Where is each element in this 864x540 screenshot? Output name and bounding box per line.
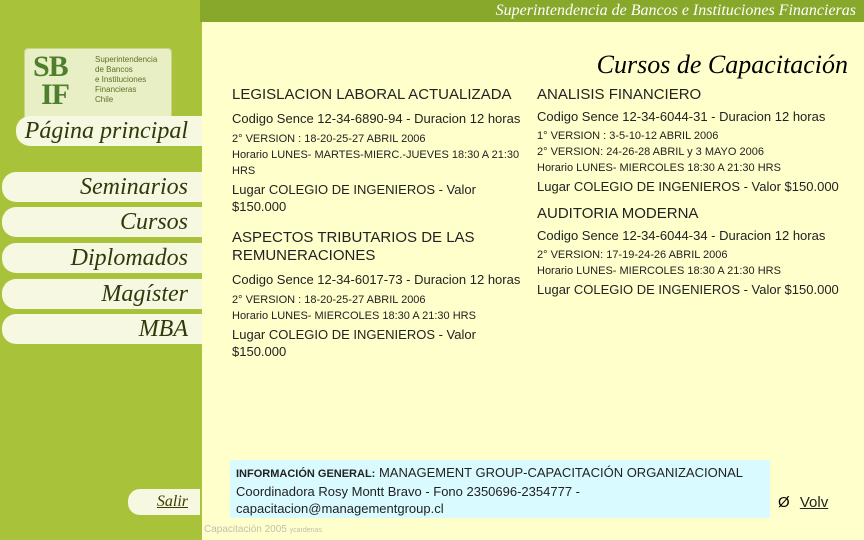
footer-text: Capacitación 2005 xyxy=(204,524,287,535)
footer-author: ycardenas xyxy=(289,527,322,534)
course-title: ASPECTOS TRIBUTARIOS DE LAS REMUNERACIONES xyxy=(232,229,475,264)
course-list-left xyxy=(232,86,522,364)
footer xyxy=(204,524,322,535)
course-codigo: Codigo Sence 12-34-6017-73 - Duracion 12 horas xyxy=(232,272,521,287)
sidebar-item-magister[interactable]: Magíster xyxy=(2,279,202,309)
course-codigo: Codigo Sence 12-34-6044-34 - Duracion 12 horas xyxy=(537,228,826,243)
arrow-icon: Ø xyxy=(778,494,790,511)
course-version: 2° VERSION : 18-20-25-27 ABRIL 2006 xyxy=(232,294,426,306)
course-title: LEGISLACION LABORAL ACTUALIZADA xyxy=(232,86,512,103)
course-horario: Horario LUNES- MIERCOLES 18:30 A 21:30 HRS xyxy=(537,265,781,277)
course-lugar: Lugar COLEGIO DE INGENIEROS - Valor $150.000 xyxy=(232,327,476,359)
course-legislacion xyxy=(232,86,522,215)
course-codigo: Codigo Sence 12-34-6044-31 - Duracion 12 horas xyxy=(537,109,826,124)
course-title: AUDITORIA MODERNA xyxy=(537,205,699,222)
course-horario: Horario LUNES- MARTES-MIERC.-JUEVES 18:30 A 21:30 HRS xyxy=(232,149,520,177)
course-codigo: Codigo Sence 12-34-6890-94 - Duracion 12 horas xyxy=(232,111,521,126)
volver-link[interactable] xyxy=(778,494,828,511)
course-title: ANALISIS FINANCIERO xyxy=(537,86,702,103)
header-left-strip xyxy=(0,0,200,22)
course-lugar: Lugar COLEGIO DE INGENIEROS - Valor $150.000 xyxy=(537,179,839,194)
course-version2: 2° VERSION: 24-26-28 ABRIL y 3 MAYO 2006 xyxy=(537,146,764,158)
course-version: 2° VERSION : 18-20-25-27 ABRIL 2006 xyxy=(232,133,426,145)
course-list-right xyxy=(537,86,855,302)
logo-text-line: Financieras xyxy=(95,85,137,94)
salir-link[interactable]: Salir xyxy=(128,489,200,515)
sidebar-item-seminarios[interactable]: Seminarios xyxy=(2,172,202,202)
logo-mark-line2: IF xyxy=(41,78,69,111)
volver-label[interactable]: Volv xyxy=(799,494,829,511)
logo-mark-line1: SB xyxy=(33,50,68,83)
sidebar-item-cursos[interactable]: Cursos xyxy=(2,207,202,237)
logo-text-line: e Instituciones xyxy=(95,75,147,84)
logo-text xyxy=(95,55,157,105)
logo-text-line: Superintendencia xyxy=(95,55,158,64)
sidebar xyxy=(0,22,202,540)
course-analisis xyxy=(537,86,855,195)
course-tributarios xyxy=(232,229,522,360)
course-version: 2° VERSION: 17-19-24-26 ABRIL 2006 xyxy=(537,249,728,261)
course-lugar: Lugar COLEGIO DE INGENIEROS - Valor $150.000 xyxy=(537,282,839,297)
logo-mark xyxy=(33,50,91,113)
info-general-text: MANAGEMENT GROUP-CAPACITACIÓN ORGANIZACIONAL Coordinadora Rosy Montt Bravo - Fono 2350696-2354777 - capacitacion@managementgroup.cl xyxy=(236,465,743,516)
course-lugar: Lugar COLEGIO DE INGENIEROS - Valor $150.000 xyxy=(232,182,476,214)
page-title: Cursos de Capacitación xyxy=(596,50,848,79)
info-general-box xyxy=(230,460,770,518)
logo-text-line: Chile xyxy=(95,95,114,104)
sidebar-item-diplomados[interactable]: Diplomados xyxy=(2,243,202,273)
header-title: Superintendencia de Bancos e Instituciones Financieras xyxy=(200,0,864,22)
sbif-logo xyxy=(24,48,172,120)
sidebar-item-mba[interactable]: MBA xyxy=(2,314,202,344)
course-horario: Horario LUNES- MIERCOLES 18:30 A 21:30 HRS xyxy=(232,310,476,322)
info-general-label: INFORMACIÓN GENERAL: xyxy=(236,468,376,480)
course-version: 1° VERSION : 3-5-10-12 ABRIL 2006 xyxy=(537,130,719,142)
course-auditoria xyxy=(537,205,855,298)
course-horario: Horario LUNES- MIERCOLES 18:30 A 21:30 HRS xyxy=(537,162,781,174)
logo-text-line: de Bancos xyxy=(95,65,133,74)
header-bar xyxy=(0,0,864,22)
sidebar-item-pagina-principal[interactable]: Página principal xyxy=(16,116,202,146)
